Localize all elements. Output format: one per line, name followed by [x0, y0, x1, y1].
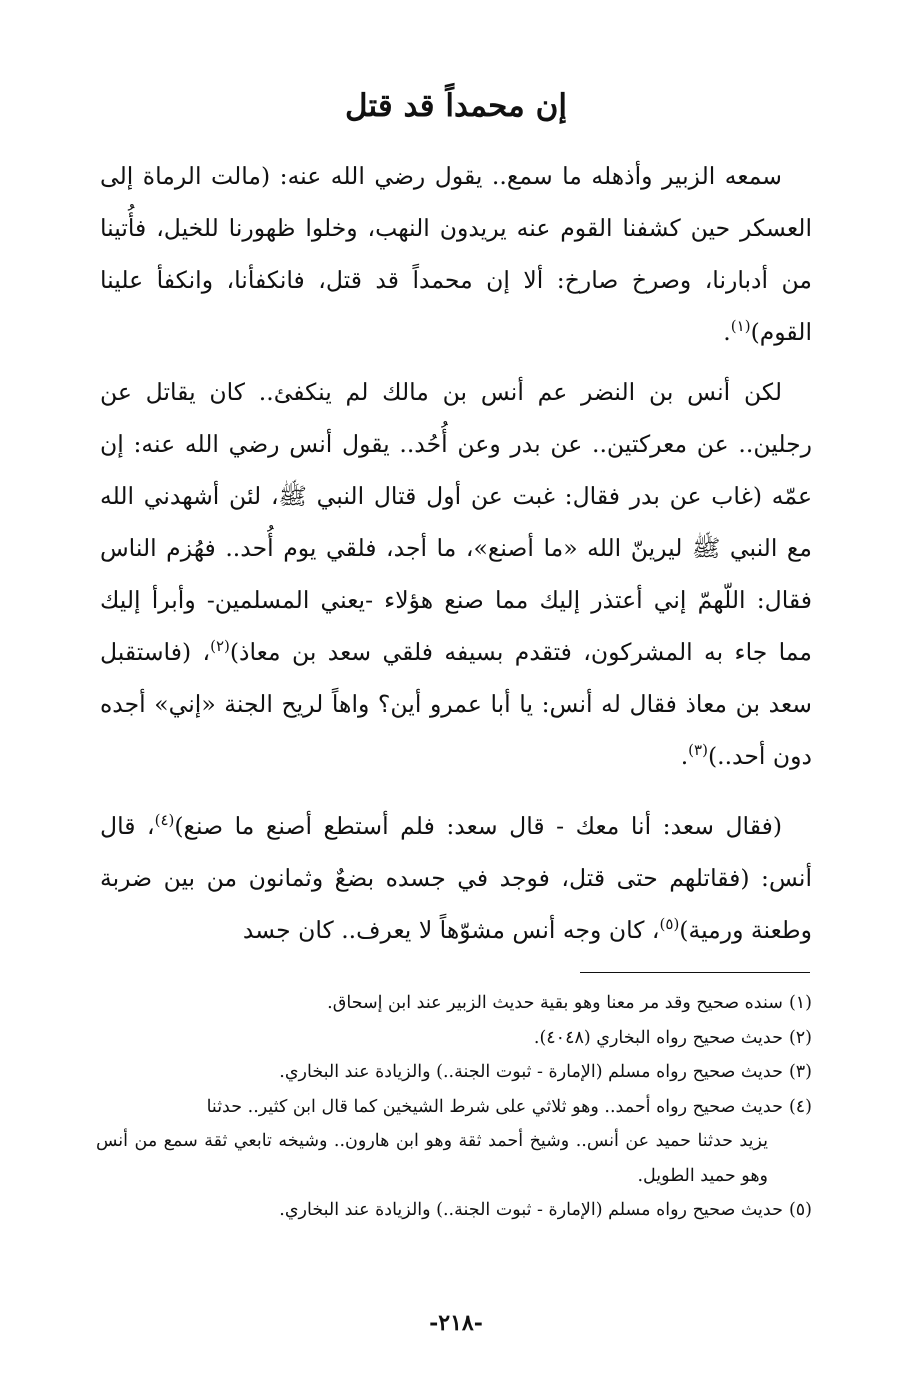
paragraph-3 [100, 800, 812, 956]
paragraph-3-part-3: ، كان وجه أنس مشوّهاً لا يعرف.. كان جسد [242, 916, 660, 944]
footnote-text: حديث صحيح رواه مسلم (الإمارة - ثبوت الجنة..) والزيادة عند البخاري. [279, 1200, 783, 1220]
paragraph-1 [100, 150, 812, 358]
paragraph-3-part-2: ، قال أنس: (فقاتلهم حتى قتل، فوجد في جسده بضعٌ وثمانون من بين ضربة وطعنة ورمية) [100, 812, 812, 944]
footnote-3 [96, 1055, 812, 1090]
paragraph-1-text: سمعه الزبير وأذهله ما سمع.. يقول رضي الله عنه: (مالت الرماة إلى العسكر حين كشفنا القوم عنه يريدون النهب، وخلوا ظهورنا للخيل، فأُتينا من أدبارنا، وصرخ صارخ: ألا إن محمداً قد قتل، فانكفأنا، وانكفأ علينا القوم) [100, 162, 812, 346]
footnote-ref-2[interactable]: (٢) [210, 637, 230, 656]
footnote-ref-3[interactable]: (٣) [688, 741, 708, 760]
paragraph-3-part-1: (فقال سعد: أنا معك - قال سعد: فلم أستطع أصنع ما صنع) [174, 812, 782, 840]
paragraph-2 [100, 366, 812, 782]
page-title: إن محمداً قد قتل [345, 88, 567, 124]
footnote-ref-5[interactable]: (٥) [659, 915, 680, 934]
footnote-text: حديث صحيح رواه البخاري (٤٠٤٨). [533, 1027, 783, 1048]
page-number: -٢١٨- [429, 1310, 483, 1336]
paragraph-1-end: . [723, 318, 731, 346]
footnote-2 [96, 1021, 812, 1056]
paragraph-2-part-1: لكن أنس بن النضر عم أنس بن مالك لم ينكفئ.. كان يقاتل عن رجلين.. عن معركتين.. عن بدر وعن أُحُد.. يقول أنس رضي الله عنه: إن عمّه (غاب عن بدر فقال: غبت عن أول قتال النبي ﷺ، لئن أشهدني الله مع النبي ﷺ ليرينّ الله «ما أصنع»، ما أجد، فلقي يوم أُحد.. فهُزم الناس فقال: اللّهمّ إني أعتذر إليك مما صنع هؤلاء -يعني المسلمين- وأبرأ إليك مما جاء به المشركون، فتقدم بسيفه فلقي سعد بن معاذ) [100, 378, 812, 666]
footnote-text: حديث صحيح رواه مسلم (الإمارة - ثبوت الجنة..) والزيادة عند البخاري. [279, 1062, 783, 1082]
footnote-ref-4[interactable]: (٤) [154, 811, 175, 830]
paragraph-2-part-2: ، (فاستقبل سعد بن معاذ فقال له أنس: يا أبا عمرو أين؟ واهاً لريح الجنة «إني» أجده دون أحد..) [100, 638, 812, 770]
footnote-divider [580, 972, 810, 973]
paragraph-2-end: . [680, 742, 689, 770]
footnote-1 [96, 986, 812, 1021]
footnote-number: (٥) [788, 1200, 812, 1220]
footnote-number: (١) [788, 993, 812, 1013]
footnotes-section [96, 986, 812, 1228]
footnote-number: (٣) [788, 1062, 812, 1082]
footnote-4 [96, 1090, 812, 1125]
footnote-text: حديث صحيح رواه أحمد.. وهو ثلاثي على شرط الشيخين كما قال ابن كثير.. حدثنا [206, 1096, 783, 1117]
footnote-5 [96, 1193, 812, 1228]
footnote-text: سنده صحيح وقد مر معنا وهو بقية حديث الزبير عند ابن إسحاق. [327, 993, 783, 1013]
footnote-ref-1[interactable]: (١) [730, 317, 751, 336]
footnote-number: (٤) [788, 1096, 812, 1117]
footnote-number: (٢) [788, 1027, 812, 1048]
footnote-4-continuation: يزيد حدثنا حميد عن أنس.. وشيخ أحمد ثقة وهو ابن هارون.. وشيخه تابعي ثقة سمع من أنس وهو حميد الطويل. [96, 1131, 768, 1186]
